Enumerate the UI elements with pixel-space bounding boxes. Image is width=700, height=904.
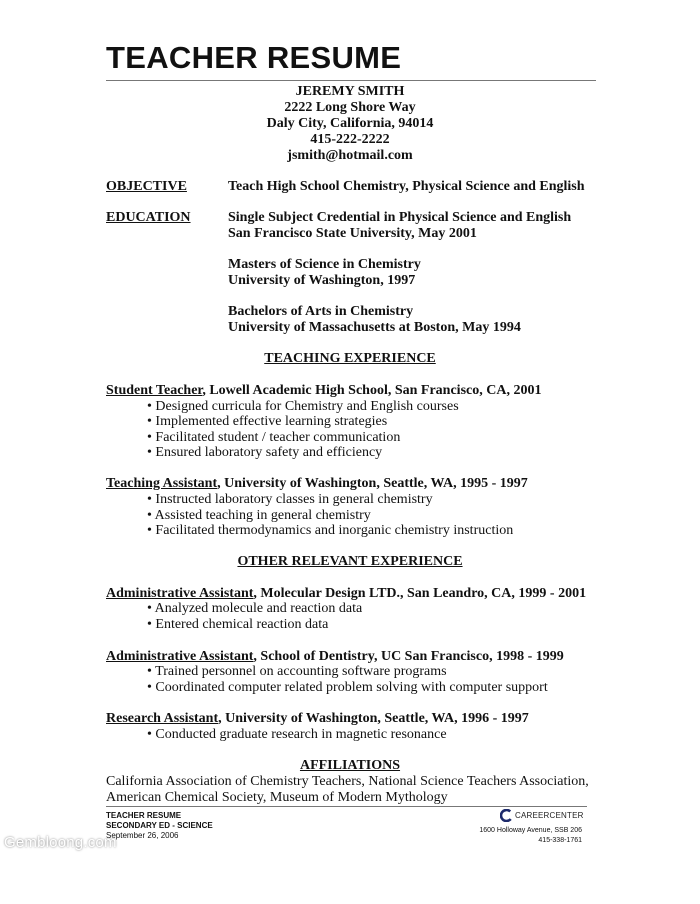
job-bullet: • Facilitated student / teacher communication: [147, 430, 401, 445]
contact-block: [0, 84, 700, 164]
job-bullet: • Instructed laboratory classes in general chemistry: [147, 492, 433, 507]
career-center-logo: [500, 808, 588, 824]
job-bullet: • Assisted teaching in general chemistry: [147, 508, 371, 523]
job-role: Teaching Assistant: [106, 476, 218, 491]
job-title: [106, 476, 528, 492]
objective-text: Teach High School Chemistry, Physical Science and English: [228, 179, 585, 194]
footer-doc-name: TEACHER RESUME: [106, 811, 182, 820]
job-title: [106, 711, 529, 727]
job-detail: , School of Dentistry, UC San Francisco, 1998 - 1999: [253, 649, 564, 664]
contact-email: jsmith@hotmail.com: [287, 148, 413, 163]
contact-name: JEREMY SMITH: [295, 84, 405, 99]
education-school: University of Massachusetts at Boston, May 1994: [228, 320, 521, 335]
job-bullet: • Implemented effective learning strategies: [147, 414, 388, 429]
contact-street: 2222 Long Shore Way: [284, 100, 416, 115]
footer-doc-info: [106, 811, 213, 841]
job-detail: , University of Washington, Seattle, WA, 1996 - 1997: [218, 711, 529, 726]
job-bullet: • Ensured laboratory safety and efficiency: [147, 445, 383, 460]
job-bullet: • Trained personnel on accounting software programs: [147, 664, 447, 679]
footer-divider: [106, 806, 587, 807]
objective-label: OBJECTIVE: [106, 179, 187, 194]
contact-phone: 415-222-2222: [310, 132, 390, 147]
site-watermark: Gembloong.com: [4, 834, 117, 851]
footer-phone: 415-338-1761: [538, 837, 582, 844]
document-title: TEACHER RESUME: [106, 40, 402, 75]
job-title: [106, 649, 564, 665]
education-degree: Masters of Science in Chemistry: [228, 257, 421, 272]
education-label: EDUCATION: [106, 210, 191, 225]
affiliations-line: California Association of Chemistry Teachers, National Science Teachers Association,: [106, 774, 589, 789]
footer-address: 1600 Holloway Avenue, SSB 206: [479, 827, 582, 834]
footer-address-block: [479, 826, 582, 846]
job-bullet: • Entered chemical reaction data: [147, 617, 329, 632]
job-bullet: • Facilitated thermodynamics and inorganic chemistry instruction: [147, 523, 514, 538]
affiliations-heading: AFFILIATIONS: [299, 758, 401, 773]
job-role: Administrative Assistant: [106, 649, 254, 664]
education-degree: Bachelors of Arts in Chemistry: [228, 304, 414, 319]
job-detail: , Lowell Academic High School, San Francisco, CA, 2001: [202, 383, 542, 398]
job-bullet: • Conducted graduate research in magnetic resonance: [147, 727, 447, 742]
job-bullet: • Analyzed molecule and reaction data: [147, 601, 363, 616]
title-divider: [106, 80, 596, 81]
job-role: Research Assistant: [106, 711, 219, 726]
footer-date: September 26, 2006: [106, 831, 179, 840]
job-title: [106, 383, 541, 399]
job-bullet: • Coordinated computer related problem solving with computer support: [147, 680, 548, 695]
job-role: Administrative Assistant: [106, 586, 254, 601]
job-detail: , Molecular Design LTD., San Leandro, CA, 1999 - 2001: [253, 586, 587, 601]
job-title: [106, 586, 586, 602]
other-experience-heading: OTHER RELEVANT EXPERIENCE: [237, 554, 463, 569]
job-bullet: • Designed curricula for Chemistry and English courses: [147, 399, 459, 414]
career-center-logo-text: CAREERCENTER: [515, 811, 584, 820]
education-school: San Francisco State University, May 2001: [228, 226, 477, 241]
job-detail: , University of Washington, Seattle, WA, 1995 - 1997: [217, 476, 528, 491]
affiliations-line: American Chemical Society, Museum of Modern Mythology: [106, 790, 448, 805]
job-role: Student Teacher: [106, 383, 203, 398]
education-degree: Single Subject Credential in Physical Science and English: [228, 210, 572, 225]
education-school: University of Washington, 1997: [228, 273, 416, 288]
career-center-logo-icon: [500, 809, 513, 822]
footer-category: SECONDARY ED - SCIENCE: [106, 821, 213, 830]
teaching-experience-heading: TEACHING EXPERIENCE: [264, 351, 436, 366]
contact-city: Daly City, California, 94014: [266, 116, 434, 131]
